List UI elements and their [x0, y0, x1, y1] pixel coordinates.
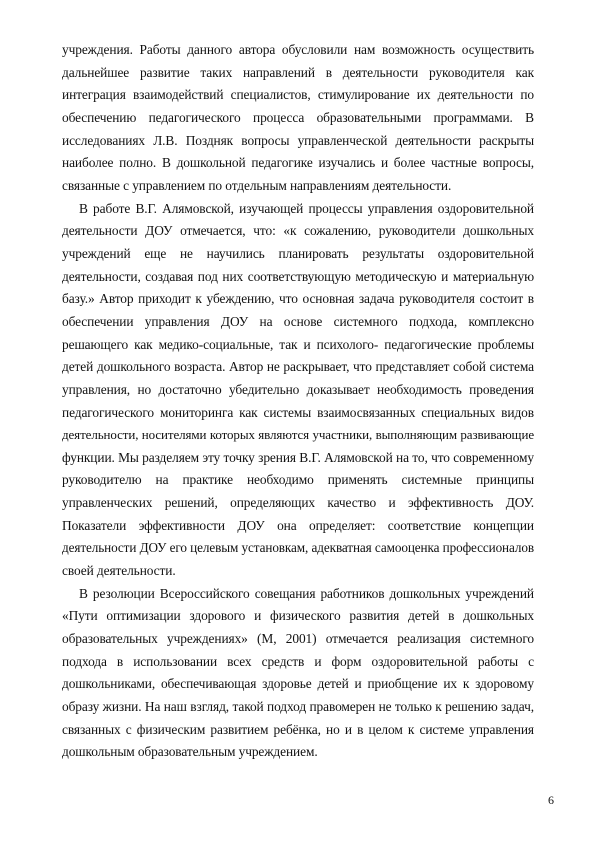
text-line: своей деятельности. [62, 563, 176, 579]
text-line: «Пути оптимизации здорового и физического развития детей в дошкольных [62, 608, 534, 624]
text-line: управленческих решений, определяющих качество и эффективность ДОУ. [62, 495, 534, 511]
text-line: дошкольным образовательным учреждением. [62, 744, 318, 760]
text-line: исследованиях Л.В. Поздняк вопросы управленческой деятельности раскрыты [62, 132, 534, 148]
text-line: деятельности, носителями которых являются участники, выполняющим развивающие [62, 427, 534, 443]
text-line: базу.» Автор приходит к убеждению, что основная задача руководителя состоит в [62, 291, 534, 307]
text-line: дошкольниками, обеспечивающая здоровье детей и приобщение их к здоровому [62, 676, 534, 692]
text-line: руководителю на практике необходимо применять системные принципы [62, 472, 534, 488]
text-line: обеспечению педагогического процесса образовательными программами. В [62, 109, 534, 125]
text-line: функции. Мы разделяем эту точку зрения В.Г. Алямовской на то, что современному [62, 449, 534, 465]
text-line: деятельности ДОУ его целевым установкам, адекватная самооценка профессионалов [62, 540, 534, 556]
text-line: связанных с физическим развитием ребёнка, но и в целом к системе управления [62, 721, 534, 737]
text-line: обеспечении управления ДОУ на основе системного подхода, комплексно [62, 313, 534, 329]
text-line: наиболее полно. В дошкольной педагогике изучались и более частные вопросы, [62, 155, 534, 171]
text-line: В работе В.Г. Алямовской, изучающей процессы управления оздоровительной [79, 200, 534, 216]
text-line: решающего как медико-социальные, так и психолого- педагогические проблемы [62, 336, 534, 352]
text-line: интеграция взаимодействий специалистов, стимулирование их деятельности по [62, 87, 534, 103]
text-line: деятельности ДОУ отмечается, что: «к сожалению, руководители дошкольных [62, 223, 534, 239]
text-line: подхода в использовании всех средств и форм оздоровительной работы с [62, 653, 534, 669]
text-line: В резолюции Всероссийского совещания работников дошкольных учреждений [79, 585, 534, 601]
text-line: связанные с управлением по отдельным направлениям деятельности. [62, 177, 452, 193]
text-line: деятельности, создавая под них соответствующую методическую и материальную [62, 268, 534, 284]
text-line: управления, но достаточно убедительно доказывает необходимость проведения [62, 381, 534, 397]
page-number: 6 [548, 793, 554, 807]
text-line: педагогического мониторинга как системы взаимосвязанных специальных видов [62, 404, 534, 420]
text-line: дальнейшее развитие таких направлений в деятельности руководителя как [62, 64, 534, 80]
text-line: образу жизни. На наш взгляд, такой подход правомерен не только к решению задач, [62, 699, 534, 715]
body-text [62, 39, 534, 764]
text-line: детей дошкольного возраста. Автор не раскрывает, что представляет собой система [62, 359, 534, 375]
text-line: образовательных учреждениях» (М, 2001) отмечается реализация системного [62, 631, 534, 647]
text-line: Показатели эффективности ДОУ она определяет: соответствие концепции [62, 517, 534, 533]
text-line: учреждения. Работы данного автора обусловили нам возможность осуществить [62, 42, 534, 57]
text-line: учреждений еще не научились планировать результаты оздоровительной [62, 245, 534, 261]
